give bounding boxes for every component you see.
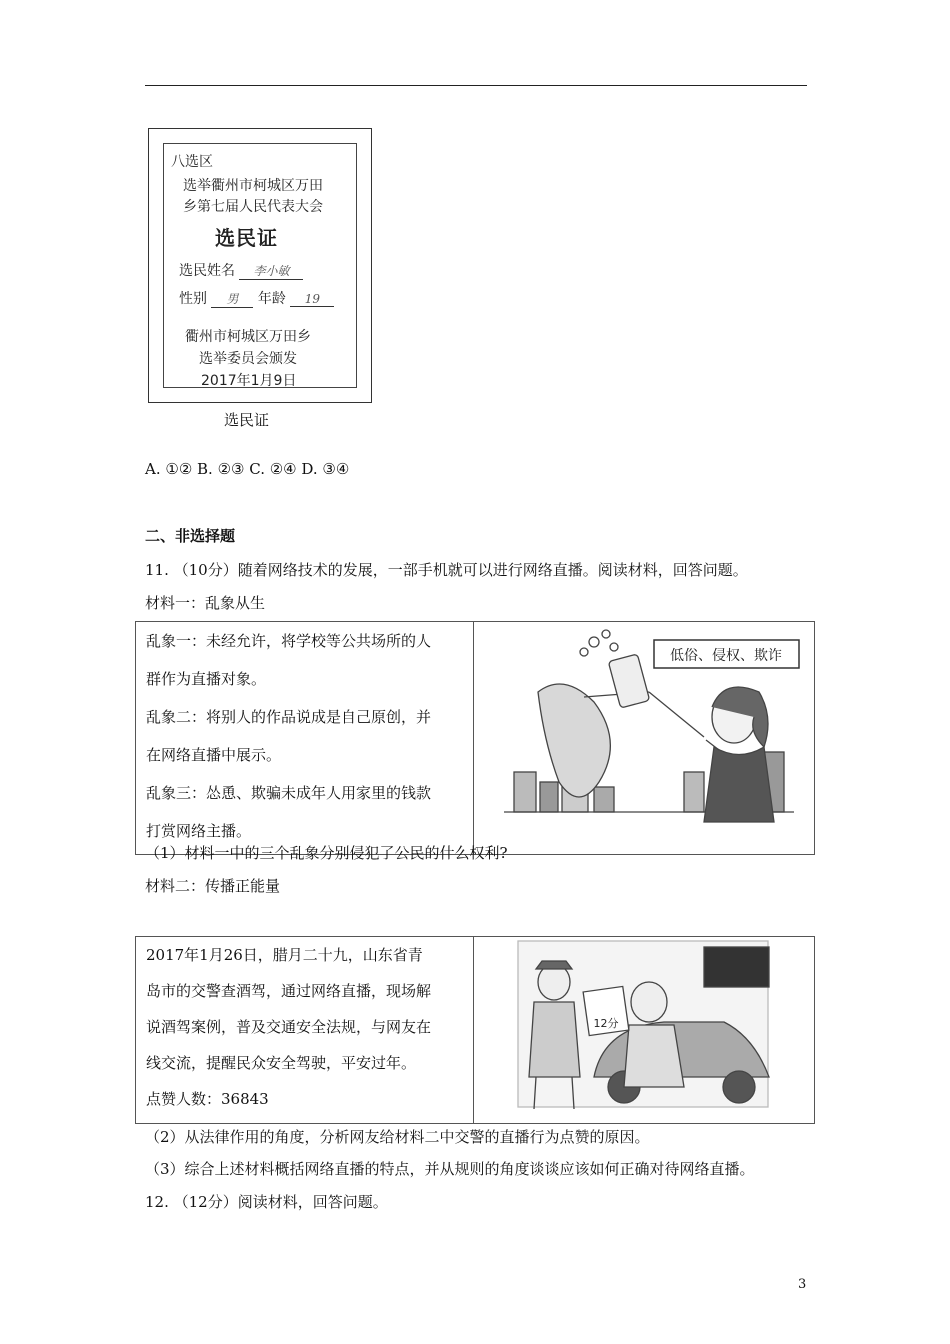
cartoon-traffic-police xyxy=(474,937,814,1119)
card-name-row xyxy=(179,260,303,280)
card-age-label: 年龄 xyxy=(257,291,286,307)
cartoon1-label: 低俗、侵权、欺诈 xyxy=(670,648,782,664)
card-date: 2017年1月9日 xyxy=(201,373,297,389)
material1-line: 在网络直播中展示。 xyxy=(146,746,282,764)
card-title: 选民证 xyxy=(215,226,278,250)
material1-line: 群作为直播对象。 xyxy=(146,670,267,688)
card-caption: 选民证 xyxy=(224,411,270,429)
card-name-label: 选民姓名 xyxy=(179,263,235,279)
q11-sub3: （3）综合上述材料概括网络直播的特点，并从规则的角度谈谈应该如何正确对待网络直播。 xyxy=(145,1160,755,1178)
material2-line: 岛市的交警查酒驾，通过网络直播，现场解 xyxy=(146,982,432,1000)
material1-table xyxy=(135,621,815,855)
q12-stem: 12. （12分）阅读材料，回答问题。 xyxy=(145,1193,388,1211)
cartoon2-sign: 12分 xyxy=(593,1017,619,1030)
card-age-value: 19 xyxy=(290,292,334,307)
material1-line: 打赏网络主播。 xyxy=(146,822,252,840)
card-line1: 选举衢州市柯城区万田 xyxy=(183,178,323,194)
material1-line: 乱象一：未经允许，将学校等公共场所的人 xyxy=(146,632,432,650)
material1-line: 乱象二：将别人的作品说成是自己原创，并 xyxy=(146,708,432,726)
card-gender-label: 性别 xyxy=(179,291,207,307)
voter-card xyxy=(148,128,372,403)
material2-line: 线交流，提醒民众安全驾驶，平安过年。 xyxy=(146,1054,417,1072)
material2-line: 点赞人数：36843 xyxy=(146,1090,269,1108)
card-gender-row xyxy=(179,288,334,308)
card-name-value: 李小敏 xyxy=(239,262,303,280)
card-line2: 乡第七届人民代表大会 xyxy=(183,199,323,215)
q11-sub1: （1）材料一中的三个乱象分别侵犯了公民的什么权利? xyxy=(145,844,508,862)
card-gender-value: 男 xyxy=(211,290,253,308)
material1-text-cell xyxy=(136,622,474,855)
material2-table xyxy=(135,936,815,1124)
material1-image-cell xyxy=(474,622,815,855)
material2-title: 材料二：传播正能量 xyxy=(145,877,281,895)
material2-line: 说酒驾案例，普及交通安全法规，与网友在 xyxy=(146,1018,432,1036)
page-number: 3 xyxy=(798,1277,807,1292)
material1-title: 材料一：乱象从生 xyxy=(145,594,266,612)
section-title: 二、非选择题 xyxy=(145,527,236,545)
header-rule xyxy=(145,85,807,86)
material2-text-cell xyxy=(136,937,474,1124)
card-district: 八选区 xyxy=(171,154,213,170)
q11-sub2: （2）从法律作用的角度，分析网友给材料二中交警的直播行为点赞的原因。 xyxy=(145,1128,650,1146)
material2-image-cell xyxy=(474,937,815,1124)
material1-line: 乱象三：怂恿、欺骗未成年人用家里的钱款 xyxy=(146,784,432,802)
card-issuer2: 选举委员会颁发 xyxy=(199,351,297,367)
card-issuer1: 衢州市柯城区万田乡 xyxy=(185,329,311,345)
cartoon-livestream-chaos xyxy=(474,622,814,834)
answer-options: A. ①② B. ②③ C. ②④ D. ③④ xyxy=(145,460,350,478)
material2-line: 2017年1月26日，腊月二十九，山东省青 xyxy=(146,946,423,964)
q11-stem: 11. （10分）随着网络技术的发展，一部手机就可以进行网络直播。阅读材料，回答问题。 xyxy=(145,561,748,579)
